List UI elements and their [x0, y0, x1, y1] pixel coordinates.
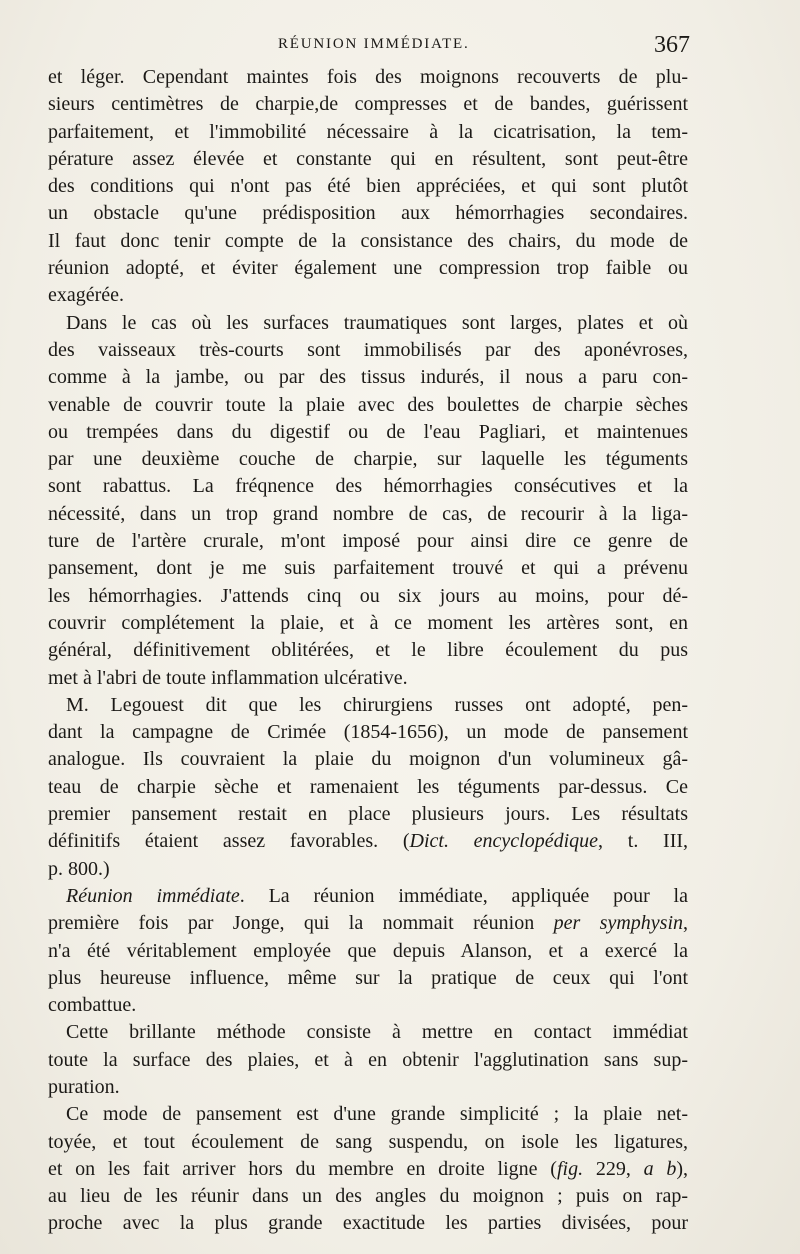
- text-line: Ce mode de pansement est d'une grande simplicité ; la plaie net-: [66, 1103, 688, 1126]
- text-line: [48, 910, 688, 937]
- text-segment: ,: [683, 912, 689, 935]
- text-line: au lieu de les réunir dans un des angles du moignon ; puis on rap-: [48, 1185, 688, 1208]
- running-head: [48, 34, 690, 58]
- text-line: Cette brillante méthode consiste à mettre en contact immédiat: [66, 1021, 688, 1044]
- text-line: des vaisseaux très-courts sont immobilisés par des aponévroses,: [48, 338, 688, 361]
- figure-ref-letters: a b: [643, 1157, 677, 1180]
- text-segment: ),: [676, 1157, 689, 1180]
- text-line: toyée, et tout écoulement de sang suspendu, on isole les ligatures,: [48, 1130, 688, 1153]
- text-line: proche avec la plus grande exactitude les parties divisées, pour: [48, 1212, 688, 1235]
- text-line: exagérée.: [48, 284, 125, 307]
- text-line: parfaitement, et l'immobilité nécessaire à la cicatrisation, la tem-: [48, 120, 688, 143]
- text-line: [48, 828, 688, 855]
- text-line: dant la campagne de Crimée (1854-1656), un mode de pansement: [48, 721, 688, 744]
- text-line: met à l'abri de toute inflammation ulcérative.: [48, 666, 408, 689]
- text-line: puration.: [48, 1075, 120, 1098]
- text-line: ture de l'artère crurale, m'ont imposé pour ainsi dire ce genre de: [48, 530, 688, 553]
- text-segment: 229,: [583, 1157, 644, 1180]
- running-title: RÉUNION IMMÉDIATE.: [278, 36, 470, 52]
- text-line: pansement, dont je me suis parfaitement trouvé et qui a prévenu: [48, 557, 688, 580]
- text-line: réunion adopté, et éviter également une compression trop faible ou: [48, 257, 688, 280]
- text-line: venable de couvrir toute la plaie avec des boulettes de charpie sèches: [48, 393, 688, 416]
- text-line: comme à la jambe, ou par des tissus indurés, il nous a paru con-: [48, 366, 688, 389]
- latin-term: per symphysin: [553, 912, 684, 935]
- text-line: des conditions qui n'ont pas été bien appréciées, et qui sont plutôt: [48, 175, 688, 198]
- text-line: teau de charpie sèche et ramenaient les téguments par-dessus. Ce: [48, 775, 688, 798]
- dict-citation: Dict. encyclopédique: [409, 830, 599, 853]
- text-line: un obstacle qu'une prédisposition aux hémorrhagies secondaires.: [48, 202, 688, 225]
- figure-ref: fig.: [556, 1157, 584, 1180]
- text-line: Il faut donc tenir compte de la consistance des chairs, du mode de: [48, 229, 688, 252]
- body-text: [48, 64, 688, 1238]
- text-line: les hémorrhagies. J'attends cinq ou six jours au moins, pour dé-: [48, 584, 688, 607]
- text-segment: première fois par Jonge, qui la nommait réunion: [48, 912, 554, 935]
- text-line: combattue.: [48, 994, 137, 1017]
- text-line: n'a été véritablement employée que depuis Alanson, et a exercé la: [48, 939, 688, 962]
- text-line: couvrir complétement la plaie, et à ce moment les artères sont, en: [48, 611, 688, 634]
- text-line: et léger. Cependant maintes fois des moignons recouverts de plu-: [48, 66, 688, 88]
- text-line: pérature assez élevée et constante qui en résultent, sont peut-être: [48, 147, 688, 170]
- text-line: général, définitivement oblitérées, et le libre écoulement du pus: [48, 639, 688, 662]
- text-line: [48, 883, 688, 910]
- text-line: plus heureuse influence, même sur la pratique de ceux qui l'ont: [48, 966, 688, 989]
- section-heading: Réunion immédiate: [66, 884, 240, 907]
- text-line: sieurs centimètres de charpie,de compresses et de bandes, guérissent: [48, 93, 688, 116]
- text-segment: et on les fait arriver hors du membre en droite ligne (: [48, 1157, 557, 1180]
- text-line: [48, 1156, 688, 1183]
- text-line: par une deuxième couche de charpie, sur laquelle les téguments: [48, 448, 688, 471]
- text-segment: , t. III,: [598, 830, 689, 853]
- text-line: p. 800.): [48, 857, 110, 880]
- text-line: M. Legouest dit que les chirurgiens russes ont adopté, pen-: [66, 693, 688, 716]
- page-number: 367: [654, 32, 690, 58]
- text-line: nécessité, dans un trop grand nombre de cas, de recourir à la liga-: [48, 502, 688, 525]
- text-line: toute la surface des plaies, et à en obtenir l'agglutination sans sup-: [48, 1048, 688, 1071]
- text-line: analogue. Ils couvraient la plaie du moignon d'un volumineux gâ-: [48, 748, 688, 771]
- text-segment: . La réunion immédiate, appliquée pour la: [239, 884, 688, 907]
- text-line: ou trempées dans du digestif ou de l'eau Pagliari, et maintenues: [48, 420, 688, 443]
- text-line: premier pansement restait en place plusieurs jours. Les résultats: [48, 803, 688, 826]
- text-line: sont rabattus. La fréqnence des hémorrhagies consécutives et la: [48, 475, 688, 498]
- text-segment: définitifs étaient assez favorables. (: [48, 830, 410, 853]
- text-line: Dans le cas où les surfaces traumatiques sont larges, plates et où: [66, 311, 688, 334]
